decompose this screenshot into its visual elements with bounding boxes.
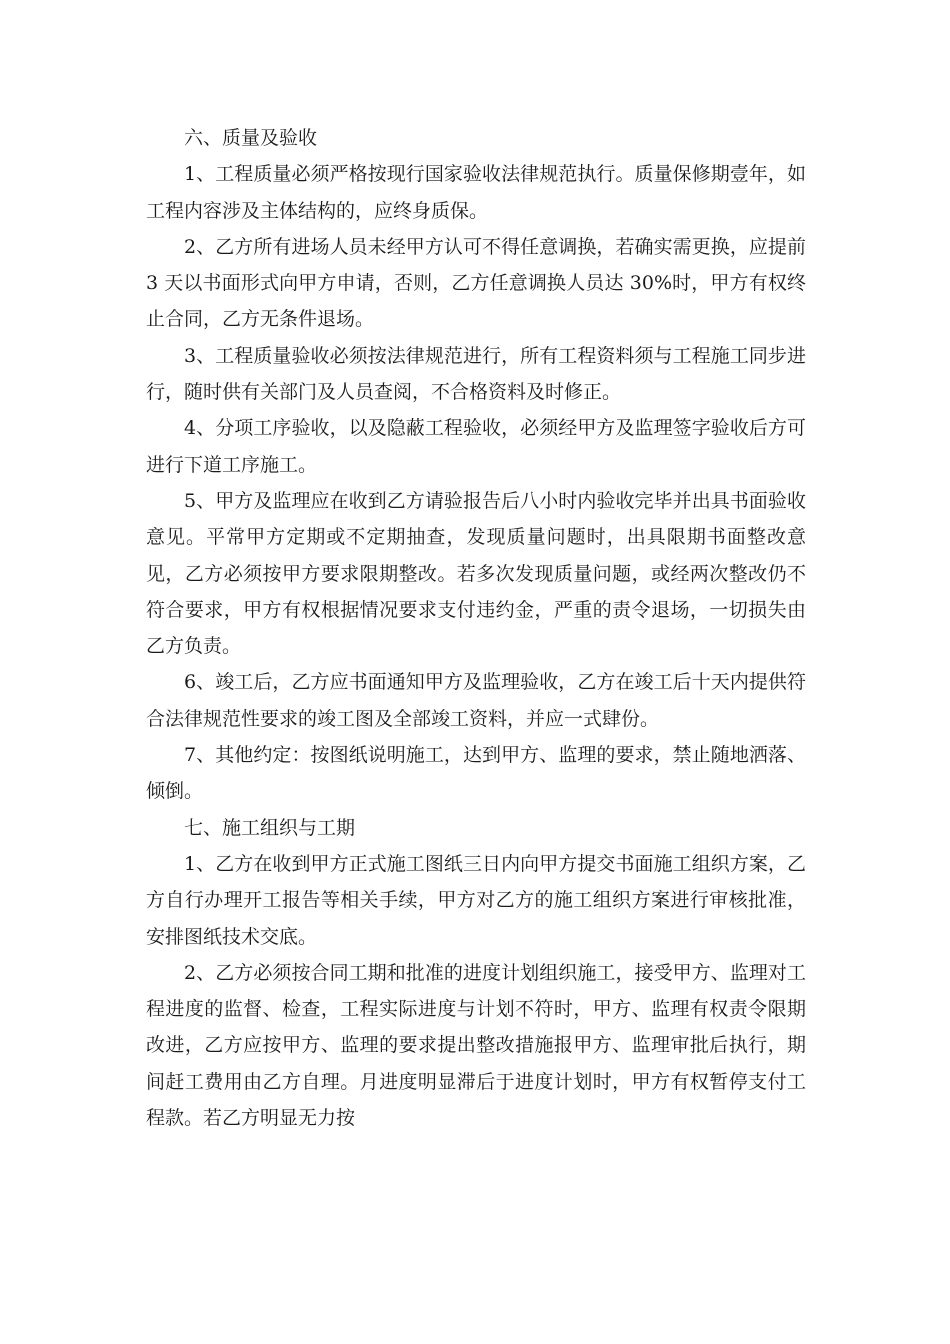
section-heading-schedule: 七、施工组织与工期: [184, 816, 356, 839]
clause-6-7: 7、其他约定：按图纸说明施工，达到甲方、监理的要求，禁止随地洒落、倾倒。: [146, 744, 806, 803]
clause-6-4: 4、分项工序验收，以及隐蔽工程验收，必须经甲方及监理签字验收后方可进行下道工序施工。: [146, 417, 806, 476]
document-page: [146, 120, 806, 1136]
clause-7-2: 2、乙方必须按合同工期和批准的进度计划组织施工，接受甲方、监理对工程进度的监督、检查，工程实际进度与计划不符时，甲方、监理有权责令限期改进，乙方应按甲方、监理的要求提出整改措施报甲方、监理审批后执行，期间赶工费用由乙方自理。月进度明显滞后于进度计划时，甲方有权暂停支付工程款。若乙方明显无力按: [146, 961, 806, 1130]
clause-6-3: 3、工程质量验收必须按法律规范进行，所有工程资料须与工程施工同步进行，随时供有关部门及人员查阅，不合格资料及时修正。: [146, 344, 806, 404]
section-heading-quality: 六、质量及验收: [184, 127, 318, 149]
clause-6-5: 5、甲方及监理应在收到乙方请验报告后八小时内验收完毕并出具书面验收意见。平常甲方定期或不定期抽查，发现质量问题时，出具限期书面整改意见，乙方必须按甲方要求限期整改。若多次发现质量问题，或经两次整改仍不符合要求，甲方有权根据情况要求支付违约金，严重的责令退场，一切损失由乙方负责。: [146, 489, 806, 658]
clause-6-1: 1、工程质量必须严格按现行国家验收法律规范执行。质量保修期壹年，如工程内容涉及主体结构的，应终身质保。: [146, 163, 806, 222]
clause-7-1: 1、乙方在收到甲方正式施工图纸三日内向甲方提交书面施工组织方案，乙方自行办理开工报告等相关手续，甲方对乙方的施工组织方案进行审核批准，安排图纸技术交底。: [146, 852, 806, 948]
clause-6-2: 2、乙方所有进场人员未经甲方认可不得任意调换，若确实需更换，应提前 3 天以书面形式向甲方申请，否则，乙方任意调换人员达 30%时，甲方有权终止合同，乙方无条件退场。: [146, 235, 806, 331]
clause-6-6: 6、竣工后，乙方应书面通知甲方及监理验收，乙方在竣工后十天内提供符合法律规范性要求的竣工图及全部竣工资料，并应一式肆份。: [146, 671, 806, 730]
